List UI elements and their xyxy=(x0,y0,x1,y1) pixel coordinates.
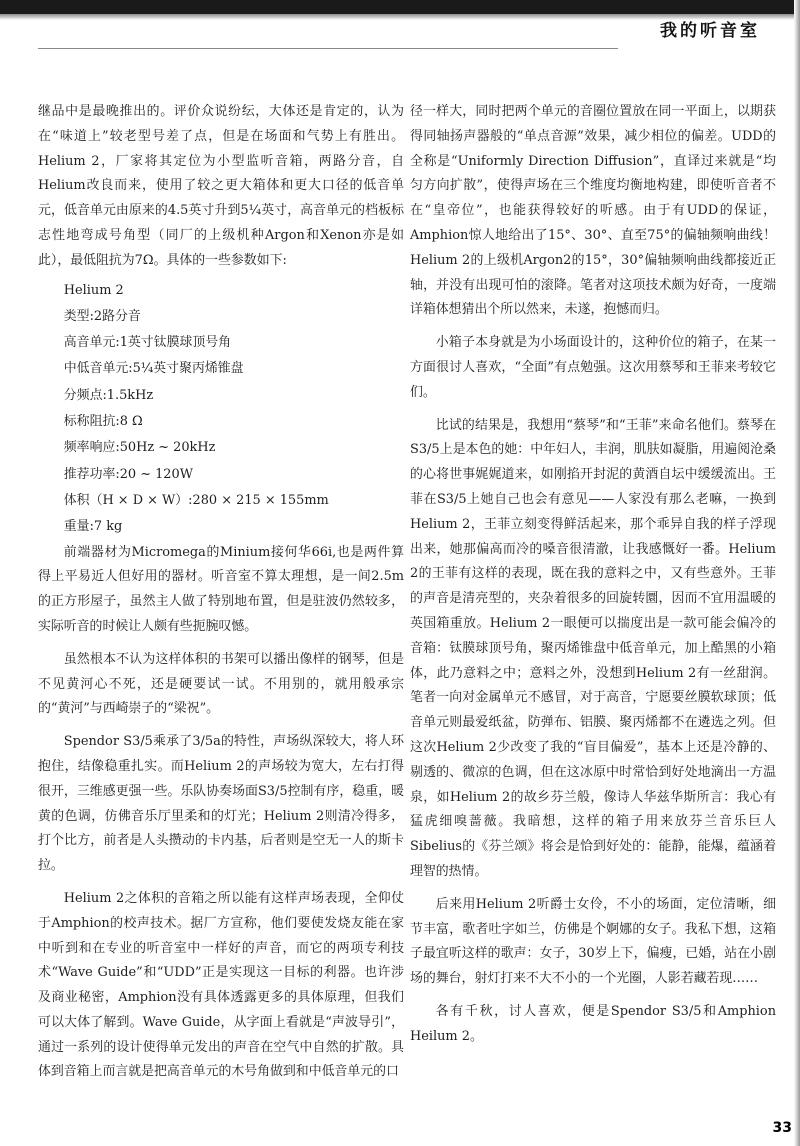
left-paragraph-2: 前端器材为Micromega的Minium接何华66i,也是两件算得上平易近人但好用的器材。听音室不算太理想，是一间2.5m的正方形屋子，虽然主人做了特别地布置，但是驻波仍然较多，实际听音的时候让人颇有些扼腕叹憾。 xyxy=(38,544,404,634)
spec-item: Helium 2 xyxy=(63,282,124,298)
spec-item: 重量:7 kg xyxy=(63,519,123,535)
left-paragraph-3: 虽然根本不认为这样体积的书架可以播出像样的钢琴，但是不见黄河心不死，还是硬要试一试。不用别的，就用般承宗的“黄河”与西崎崇子的“梁祝”。 xyxy=(38,651,404,717)
right-paragraph-3: 比试的结果是，我想用“蔡琴”和“王菲”来命名他们。蔡琴在S3/5上是本色的她：中年妇人，丰润，肌肤如凝脂，用遍阅沧桑的心将世事娓娓道来，如刚掐开封泥的黄酒自坛中缓缓流出。王菲在S3/5上她自己也会有意见——人家没有那么老嘛，一换到Helium 2，王菲立刻变得鲜活起来，那个乖异自我的样子浮现出来，她那偏高而冷的嗓音很清澈，让我感慨好一番。Helium 2的王菲有这样的表现，既在我的意料之中，又有些意外。王菲的声音是清亮型的，夹杂着很多的回旋转圜，因而不宜用温暖的英国箱重放。Helium 2一眼便可以揣度出是一款可能会偏冷的音箱：钛膜球顶号角，聚丙烯锥盘中低音单元，加上酷黑的小箱体，此乃意料之中；意料之外，没想到Helium 2有一丝甜润。笔者一向对金属单元不感冒，对于高音，宁愿要丝膜软球顶；低音单元则最爱纸盆，防弹布、铝膜、聚丙烯都不在遴选之列。但这次Helium 2少改变了我的“盲目偏爱”，基本上还是冷静的、剔透的、微凉的色调，但在这冰原中时常恰到好处地滴出一方温泉，如Helium 2的故乡芬兰般，像诗人华兹华斯所言：我心有猛虎细嗅蔷薇。我暗想，这样的箱子用来放芬兰音乐巨人Sibelius的《芬兰颂》将会是恰到好处的：能静，能爆，蕴涵着理智的热情。 xyxy=(410,417,776,879)
page-edge-shadow xyxy=(794,0,800,1146)
spec-item: 中低音单元:5¼英寸聚丙烯锥盘 xyxy=(63,361,244,377)
right-paragraph-4: 后来用Helium 2听爵士女伶，不小的场面，定位清晰，细节丰富，歌者吐字如兰，仿佛是个婀娜的女子。我私下想，这箱子最宜听这样的歌声：女子，30岁上下，偏瘦，已婚，站在小剧场的舞台，射灯打来不大不小的一个光圈，人影若藏若现…… xyxy=(410,896,776,987)
right-column xyxy=(410,100,776,1053)
right-paragraph-5: 各有千秋，讨人喜欢，便是Spendor S3/5和Amphion Heilum 2。 xyxy=(410,1003,776,1044)
section-title: 我的听音室 xyxy=(660,21,760,41)
page-number: 33 xyxy=(772,1120,792,1136)
spec-item: 标称阻抗:8 Ω xyxy=(63,414,143,430)
left-paragraph-1: 继品中是最晚推出的。评价众说纷纭，大体还是肯定的，认为在“味道上”较老型号差了点，但是在场面和气势上有胜出。Helium 2，厂家将其定位为小型监听音箱，两路分音，自Helium改良而来，使用了较之更大箱体和更大口径的低音单元，低音单元由原来的4.5英寸升到5¼英寸，高音单元的档板标志性地弯成号角型（同厂的上级机种Argon和Xenon亦是如此），最低阻抗为7Ω。具体的一些参数如下: xyxy=(38,104,404,268)
spec-item: 频率响应:50Hz ~ 20kHz xyxy=(63,440,216,456)
left-column xyxy=(38,100,404,1089)
spec-item: 分频点:1.5kHz xyxy=(63,387,154,403)
right-paragraph-2: 小箱子本身就是为小场面设计的，这种价位的箱子，在某一方面很讨人喜欢，“全面”有点勉强。这次用蔡琴和王菲来考较它们。 xyxy=(410,335,776,400)
spec-list xyxy=(38,278,404,541)
left-paragraph-4: Spendor S3/5乘承了3/5a的特性，声场纵深较大，将人环抱住，结像稳重扎实。而Helium 2的声场较为宽大，左右打得很开，三维感更强一些。乐队协奏场面S3/5控制有序，稳重，暖黄的色调，仿佛音乐厅里柔和的灯光；Helium 2则清冷得多，打个比方，前者是人头攒动的卡内基，后者则是空无一人的斯卡拉。 xyxy=(38,734,404,874)
spec-item: 类型:2路分音 xyxy=(63,308,141,324)
right-paragraph-1: 径一样大，同时把两个单元的音圈位置放在同一平面上，以期获得同轴扬声器般的“单点音源”效果，减少相位的偏差。UDD的全称是“Uniformly Direction Diffusion”，直译过来就是“均匀方向扩散”，使得声场在三个维度均衡地构建，即使听音者不在“皇帝位”，也能获得较好的听感。由于有UDD的保证，Amphion惊人地给出了15°、30°、直至75°的偏轴频响曲线！Helium 2的上级机Argon2的15°，30°偏轴频响曲线都接近正轴，并没有出现可怕的滚降。笔者对这项技术颇为好奇，一度端详箱体想猜出个所以然来，未遂，抱憾而归。 xyxy=(410,104,776,318)
header-rule xyxy=(38,48,618,49)
left-paragraph-5: Helium 2之体积的音箱之所以能有这样声场表现，全仰仗于Amphion的校声技术。据厂方宣称，他们要使发烧友能在家中听到和在专业的听音室中一样好的声音，而它的两项专利技术“Wave Guide”和“UDD”正是实现这一目标的利器。也许涉及商业秘密，Amphion没有具体透露更多的具体原理，但我们可以大体了解到。Wave Guide，从字面上看就是“声波导引”，通过一系列的设计使得单元发出的声音在空气中自然的扩散。具体到音箱上而言就是把高音单元的木号角做到和中低音单元的口 xyxy=(38,890,404,1080)
spec-item: 高音单元:1英寸钛膜球顶号角 xyxy=(63,335,232,351)
top-black-band xyxy=(0,0,800,14)
spec-item: 体积（H × D × W）:280 × 215 × 155mm xyxy=(63,492,329,508)
spec-item: 推荐功率:20 ~ 120W xyxy=(63,466,193,482)
